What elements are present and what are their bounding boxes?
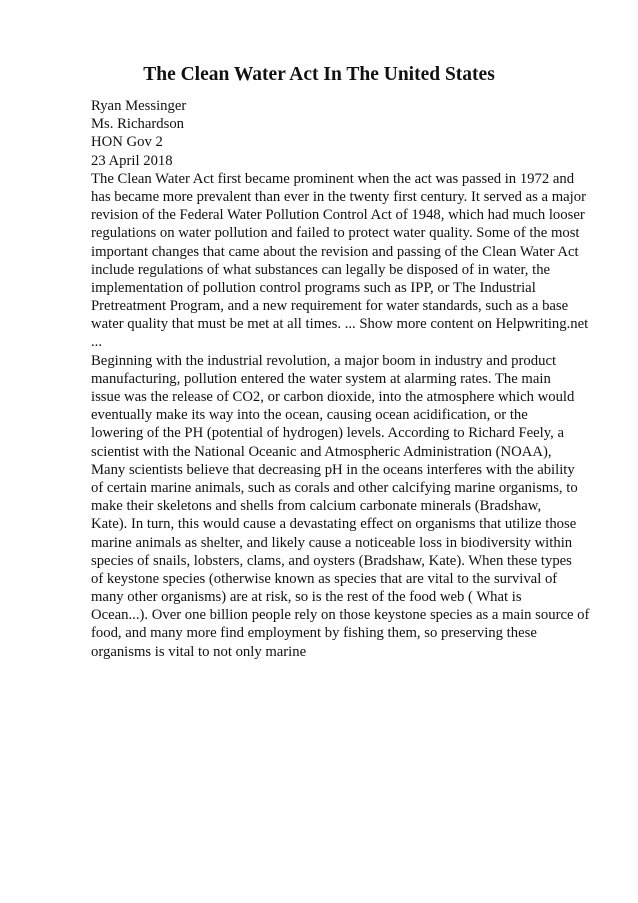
text-line: lowering of the PH (potential of hydrogen) levels. According to Richard Feely, a (91, 425, 565, 442)
teacher-name: Ms. Richardson (91, 116, 185, 133)
text-line: ... (91, 334, 103, 351)
course-name: HON Gov 2 (91, 134, 163, 151)
text-line: Beginning with the industrial revolution, a major boom in industry and product (91, 352, 557, 369)
text-line: scientist with the National Oceanic and Atmospheric Administration (NOAA), (91, 443, 552, 460)
text-line: make their skeletons and shells from calcium carbonate minerals (Bradshaw, (91, 498, 542, 515)
text-line: marine animals as shelter, and likely cause a noticeable loss in biodiversity within (91, 534, 573, 551)
text-line: food, and many more find employment by fishing them, so preserving these (91, 625, 537, 642)
text-line: Pretreatment Program, and a new requirement for water standards, such as a base (91, 298, 569, 315)
text-line: of keystone species (otherwise known as species that are vital to the survival of (91, 570, 558, 587)
text-line: has became more prevalent than ever in the twenty first century. It served as a major (91, 188, 586, 205)
text-line: implementation of pollution control programs such as IPP, or The Industrial (91, 279, 536, 296)
text-line: important changes that came about the revision and passing of the Clean Water Act (91, 243, 579, 260)
text-line: issue was the release of CO2, or carbon dioxide, into the atmosphere which would (91, 389, 575, 405)
text-line: organisms is vital to not only marine (91, 643, 307, 660)
essay-text (91, 170, 591, 661)
document-body (91, 97, 591, 661)
text-line: include regulations of what substances can legally be disposed of in water, the (91, 261, 551, 278)
text-line: revision of the Federal Water Pollution Control Act of 1948, which had much looser (91, 207, 585, 224)
text-line: Many scientists believe that decreasing pH in the oceans interferes with the ability (91, 461, 575, 478)
text-line-show-more[interactable]: water quality that must be met at all times. ... Show more content on Helpwriting.net (91, 316, 589, 333)
text-line: eventually make its way into the ocean, causing ocean acidification, or the (91, 407, 528, 424)
text-line: The Clean Water Act first became prominent when the act was passed in 1972 and (91, 170, 575, 187)
document-date: 23 April 2018 (91, 152, 173, 169)
text-line: species of snails, lobsters, clams, and oysters (Bradshaw, Kate). When these types (91, 552, 572, 569)
document-title: The Clean Water Act In The United States (143, 64, 495, 85)
text-line: Kate). In turn, this would cause a devastating effect on organisms that utilize those (91, 516, 577, 533)
text-line: manufacturing, pollution entered the water system at alarming rates. The main (91, 370, 551, 387)
text-line: of certain marine animals, such as corals and other calcifying marine organisms, to (91, 479, 578, 496)
text-line: many other organisms) are at risk, so is the rest of the food web ( What is (91, 589, 522, 606)
text-line: Ocean...). Over one billion people rely on those keystone species as a main source of (91, 607, 590, 624)
author-name: Ryan Messinger (91, 98, 187, 114)
text-line: regulations on water pollution and failed to protect water quality. Some of the most (91, 225, 580, 242)
